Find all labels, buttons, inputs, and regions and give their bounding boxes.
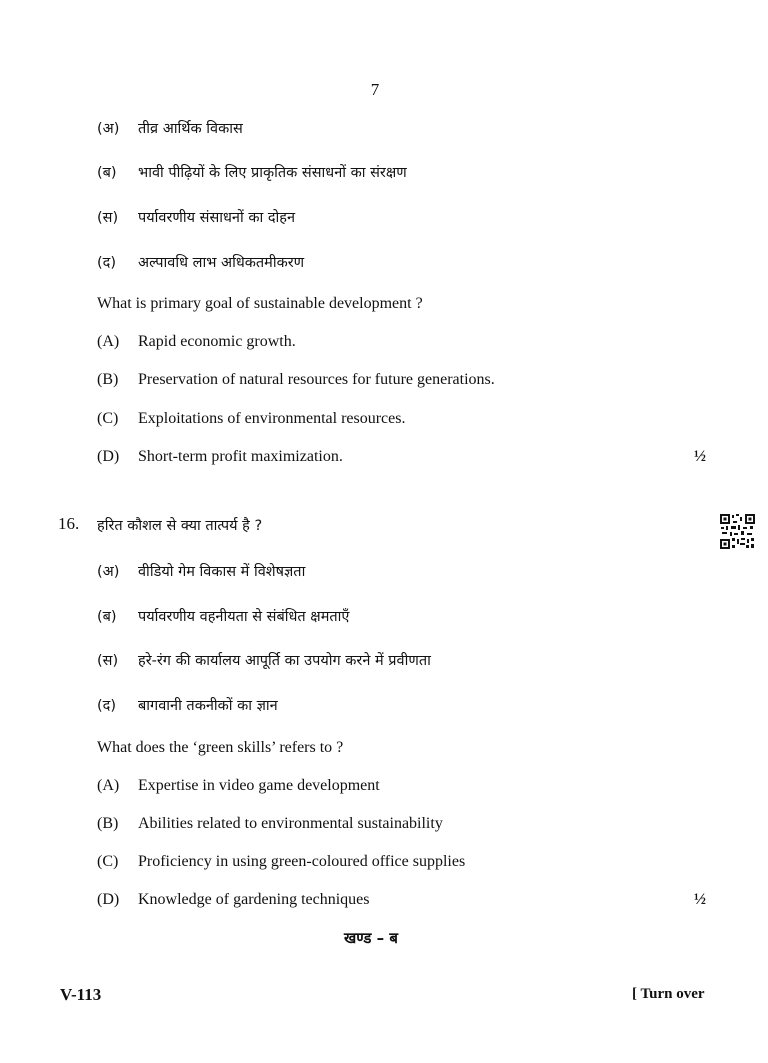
q16-question-hi: हरित कौशल से क्या तात्पर्य है ?: [97, 518, 263, 534]
q15-en-option-text: Preservation of natural resources for future generations.: [138, 371, 495, 388]
q15-hi-option-text: तीव्र आर्थिक विकास: [138, 121, 243, 137]
q15-hi-option-text: भावी पीढ़ियों के लिए प्राकृतिक संसाधनों का संरक्षण: [138, 165, 407, 181]
footer-turn-over: [ Turn over: [632, 986, 705, 1002]
q16-hi-option-text: हरे-रंग की कार्यालय आपूर्ति का उपयोग करने में प्रवीणता: [138, 653, 431, 669]
q15-hi-option-label: (द): [97, 255, 117, 271]
q16-hi-option-label: (ब): [97, 609, 117, 625]
q15-en-option-label: (B): [97, 371, 119, 388]
q16-number: 16.: [58, 514, 80, 533]
q16-hi-option-text: वीडियो गेम विकास में विशेषज्ञता: [138, 564, 306, 580]
page-number: 7: [370, 80, 380, 99]
q15-en-option-text: Exploitations of environmental resources.: [138, 410, 406, 427]
q16-hi-option-text: बागवानी तकनीकों का ज्ञान: [138, 698, 278, 714]
q15-hi-option-text: अल्पावधि लाभ अधिकतमीकरण: [138, 255, 305, 271]
q16-marks: ½: [694, 891, 706, 908]
q15-en-option-text: Short-term profit maximization.: [138, 448, 343, 465]
q16-hi-option-label: (अ): [97, 564, 120, 580]
q15-question-en: What is primary goal of sustainable development ?: [97, 295, 423, 312]
q15-hi-option-label: (अ): [97, 121, 120, 137]
section-heading: खण्ड – ब: [344, 929, 398, 947]
q16-en-option-label: (B): [97, 815, 119, 832]
q16-en-option-text: Knowledge of gardening techniques: [138, 891, 370, 908]
q16-en-option-label: (C): [97, 853, 119, 870]
q15-hi-option-text: पर्यावरणीय संसाधनों का दोहन: [138, 210, 296, 226]
q16-en-option-text: Abilities related to environmental sustainability: [138, 815, 443, 832]
q16-en-option-text: Expertise in video game development: [138, 777, 380, 794]
q15-hi-option-label: (ब): [97, 165, 117, 181]
q15-marks: ½: [694, 448, 706, 465]
q16-hi-option-text: पर्यावरणीय वहनीयता से संबंधित क्षमताएँ: [138, 609, 350, 625]
footer-code: V-113: [60, 985, 102, 1004]
q16-hi-option-label: (स): [97, 653, 119, 669]
q16-en-option-label: (A): [97, 777, 120, 794]
q16-en-option-label: (D): [97, 891, 120, 908]
q15-en-option-label: (D): [97, 448, 120, 465]
q16-hi-option-label: (द): [97, 698, 117, 714]
q16-en-option-text: Proficiency in using green-coloured office supplies: [138, 853, 466, 870]
q15-en-option-label: (C): [97, 410, 119, 427]
q16-question-en: What does the ‘green skills’ refers to ?: [97, 739, 344, 756]
qr-code-icon: [719, 513, 756, 550]
q15-en-option-text: Rapid economic growth.: [138, 333, 296, 350]
q15-en-option-label: (A): [97, 333, 120, 350]
q15-hi-option-label: (स): [97, 210, 119, 226]
